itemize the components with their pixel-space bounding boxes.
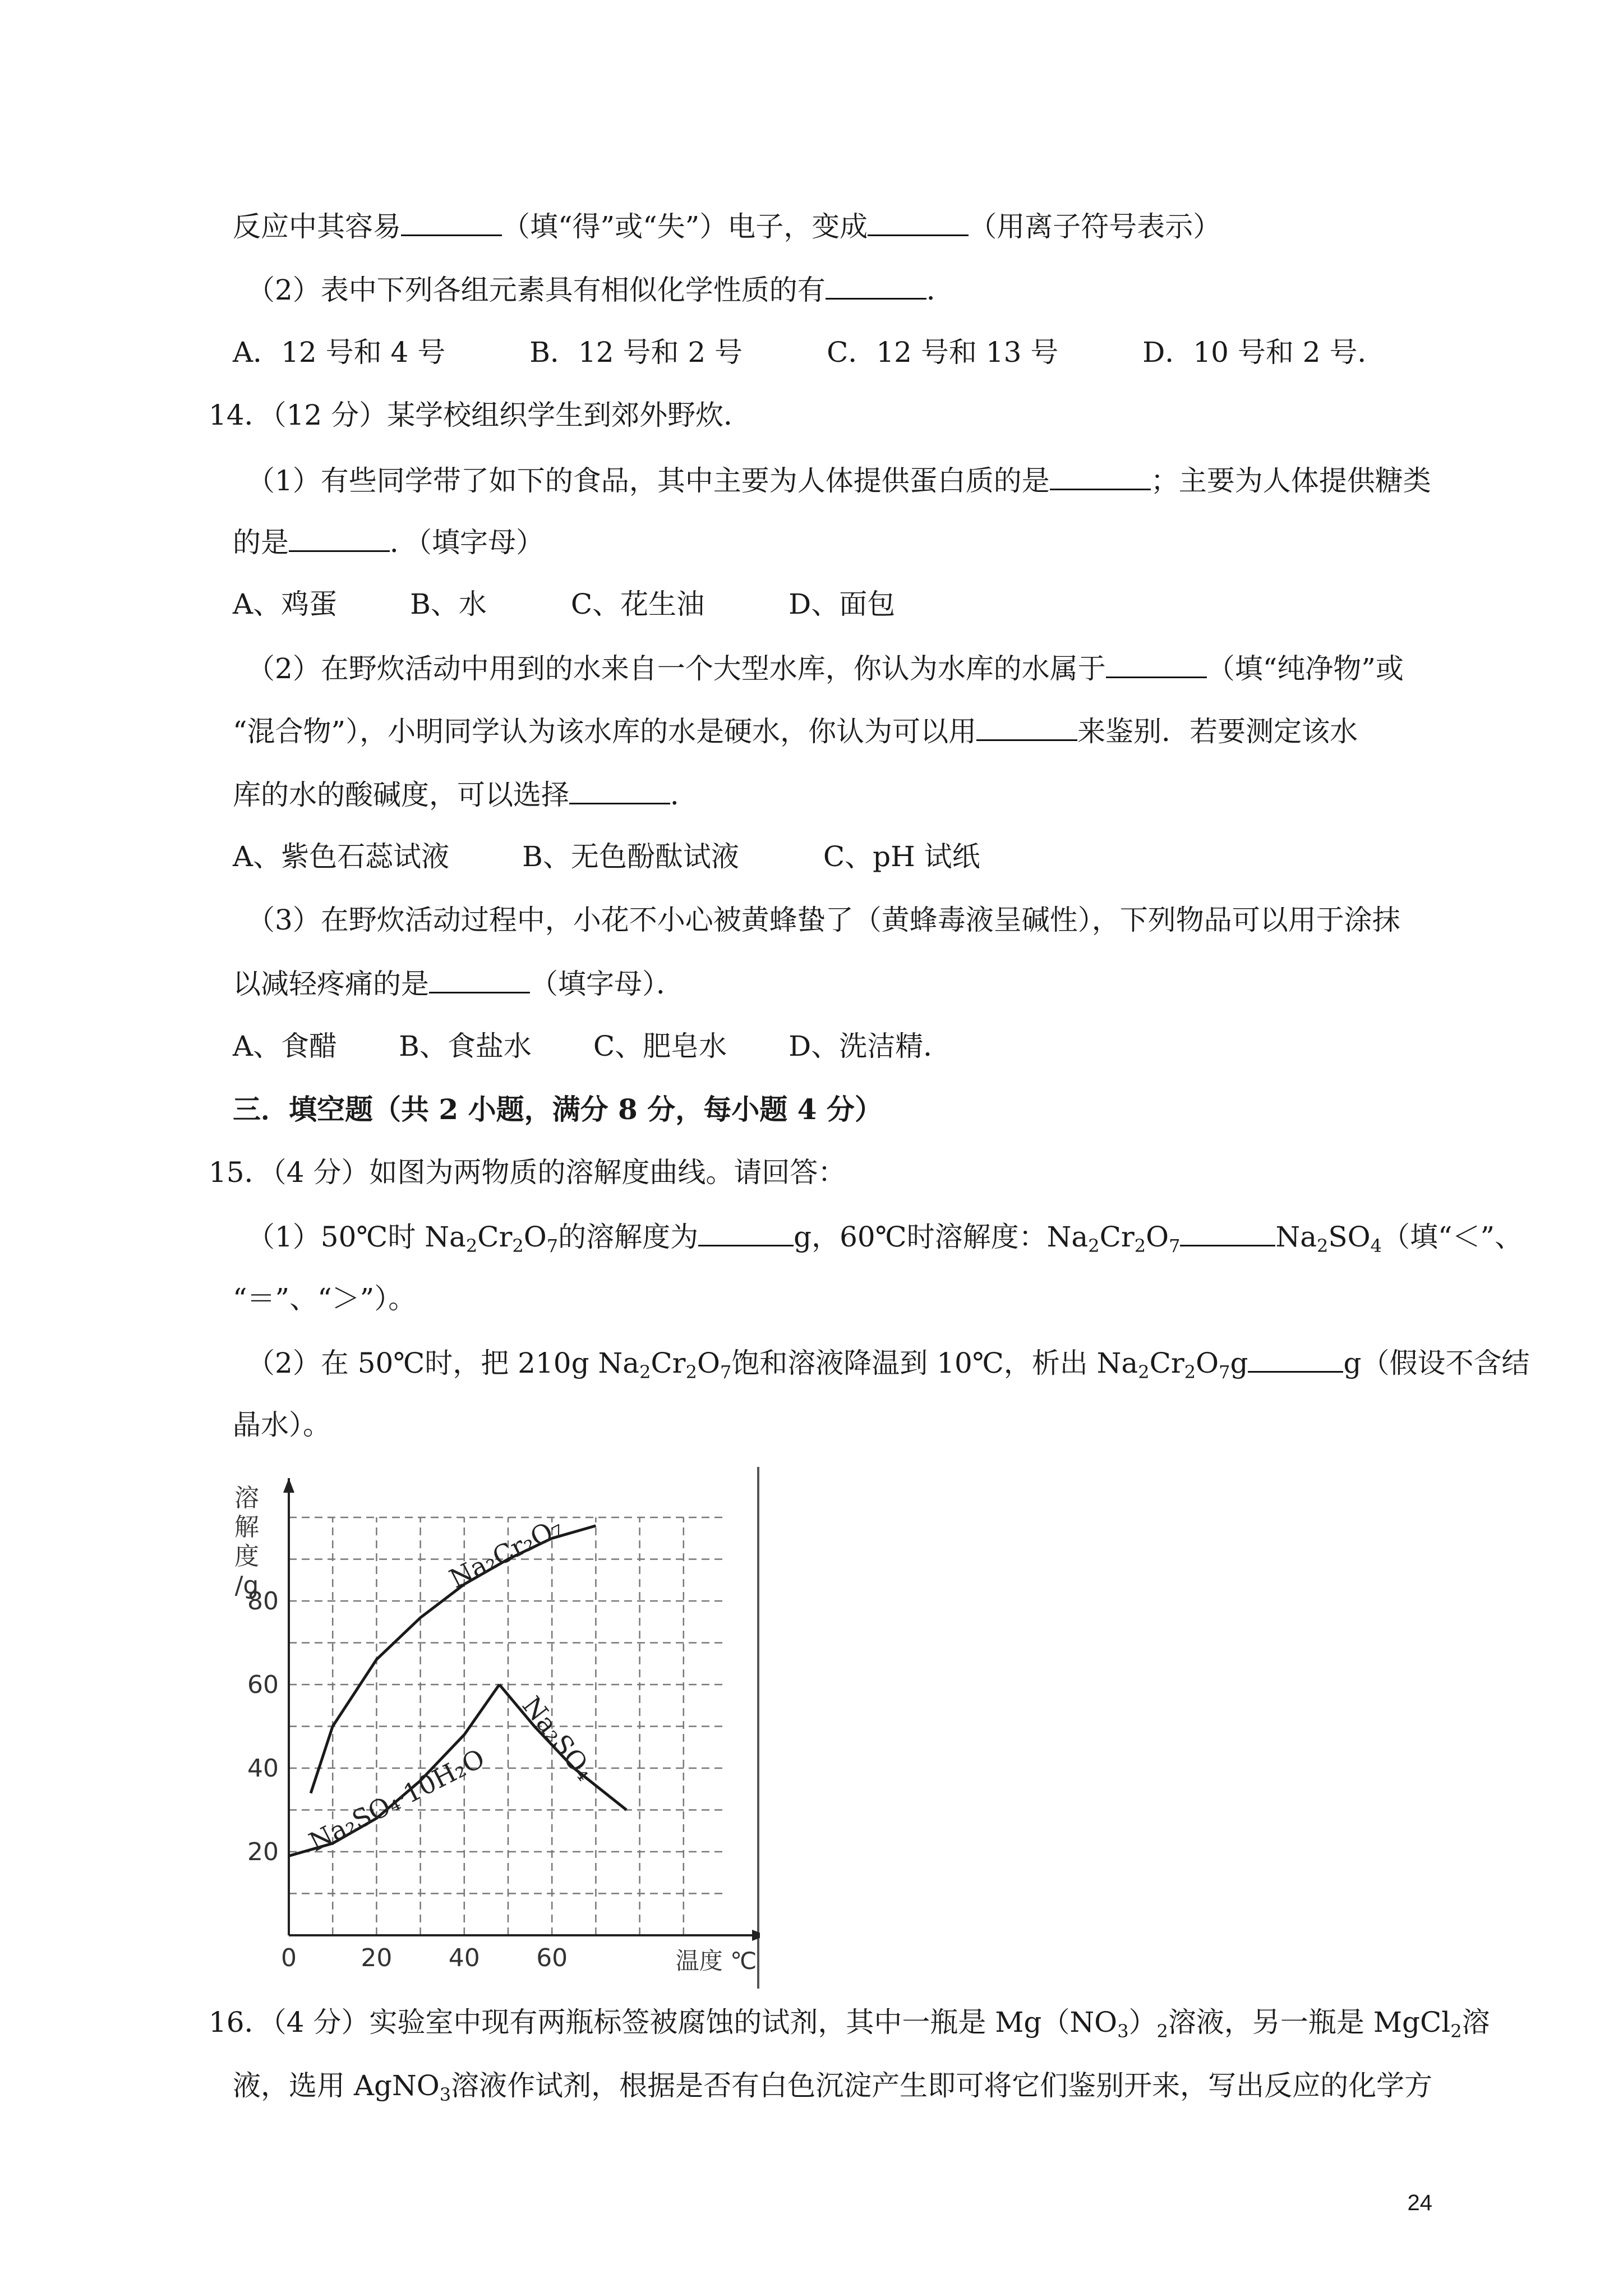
q15-part1-question: （1）50℃时 $Na_2Cr_2O_7$的溶解度为 g，60℃时溶解度：$Na_2Cr_2O_7$ $Na_2SO_4$（填“＜”、 xyxy=(247,1219,1523,1263)
q14-title: 14．（12 分）某学校组织学生到郊外野炊． xyxy=(209,399,752,431)
q14-part2-question-cont2: 库的水的酸碱度，可以选择 ． xyxy=(233,777,698,812)
x-tick-label: 20 xyxy=(361,1944,393,1972)
answer-blank[interactable] xyxy=(1106,651,1207,678)
q14-part2-question: （2）在野炊活动中用到的水来自一个大型水库，你认为水库的水属于 （填“纯净物”或 xyxy=(247,651,1404,685)
answer-blank[interactable] xyxy=(868,209,969,236)
series-label: Na₂Cr₂O₇ xyxy=(444,1511,568,1594)
answer-blank[interactable] xyxy=(1180,1219,1275,1246)
y-tick-label: 40 xyxy=(247,1754,279,1783)
q15-title: 15．（4 分）如图为两物质的溶解度曲线。请回答： xyxy=(209,1156,846,1189)
section-heading: 三．填空题（共 2 小题，满分 8 分，每小题 4 分） xyxy=(233,1093,883,1126)
y-axis-label: 溶解度/g xyxy=(234,1484,259,1600)
x-tick-label: 0 xyxy=(281,1944,297,1972)
q15-part1-question-cont: “＝”、“＞”）。 xyxy=(233,1282,417,1315)
answer-blank[interactable] xyxy=(826,272,926,300)
answer-blank[interactable] xyxy=(976,714,1077,741)
y-tick-label: 20 xyxy=(247,1838,279,1866)
page-number: 24 xyxy=(1407,2191,1432,2215)
answer-blank[interactable] xyxy=(1248,1345,1343,1373)
q14-part1-question: （1）有些同学带了如下的食品，其中主要为人体提供蛋白质的是 ；主要为人体提供糖类 xyxy=(247,463,1431,498)
q14-part3-question-cont: 以减轻疼痛的是 （填字母）． xyxy=(233,966,684,1001)
q13-options: A．12 号和 4 号 B．12 号和 2 号 C．12 号和 13 号 D．10 号和 2 号． xyxy=(233,336,1386,369)
series-label: Na₂SO₄ xyxy=(516,1690,601,1786)
q14-part3-question: （3）在野炊活动过程中，小花不小心被黄蜂蛰了（黄蜂毒液呈碱性），下列物品可以用于涂抹 xyxy=(247,904,1400,936)
answer-blank[interactable] xyxy=(289,524,390,552)
q14-part1-options: A、鸡蛋 B、水 C、花生油 D、面包 xyxy=(233,588,896,620)
x-tick-label: 40 xyxy=(448,1944,480,1972)
q15-part2-question: （2）在 50℃时，把 210g $Na_2Cr_2O_7$饱和溶液降温到 10℃，析出 $Na_2Cr_2O_7g$ g（假设不含结 xyxy=(247,1345,1530,1389)
y-tick-label: 60 xyxy=(247,1671,279,1699)
q14-part2-question-cont: “混合物”），小明同学认为该水库的水是硬水，你认为可以用 来鉴别．若要测定该水 xyxy=(233,714,1358,748)
x-tick-label: 60 xyxy=(536,1944,568,1972)
q16-line2: 液，选用 AgNO$_3$溶液作试剂，根据是否有白色沉淀产生即可将它们鉴别开来，写出反应的化学方 xyxy=(233,2069,1433,2105)
q14-part1-question-cont: 的是 ．（填字母） xyxy=(233,524,544,559)
answer-blank[interactable] xyxy=(1050,463,1151,490)
q15-part2-question-cont: 晶水）。 xyxy=(233,1409,331,1441)
q16-line1: 16．（4 分）实验室中现有两瓶标签被腐蚀的试剂，其中一瓶是 $Mg(NO_3)_2$溶液，另一瓶是 MgCl$_2$溶 xyxy=(209,2006,1490,2042)
y-tick-label: 80 xyxy=(247,1587,279,1616)
answer-blank[interactable] xyxy=(429,966,530,993)
x-axis-label: 温度 ℃ xyxy=(675,1947,757,1975)
q14-part3-options: A、食醋 B、食盐水 C、肥皂水 D、洗洁精． xyxy=(233,1030,952,1062)
solubility-chart xyxy=(224,1467,760,1989)
answer-blank[interactable] xyxy=(401,209,502,236)
q14-part2-options: A、紫色石蕊试液 B、无色酚酞试液 C、pH 试纸 xyxy=(233,840,980,873)
q13-part2-question: （2）表中下列各组元素具有相似化学性质的有 ． xyxy=(247,272,955,307)
q13-continuation-line: 反应中其容易 （填“得”或“失”）电子，变成 （用离子符号表示） xyxy=(233,209,1221,243)
answer-blank[interactable] xyxy=(569,777,670,804)
answer-blank[interactable] xyxy=(698,1219,794,1246)
series-label: Na₂SO₄·10H₂O xyxy=(304,1742,490,1857)
